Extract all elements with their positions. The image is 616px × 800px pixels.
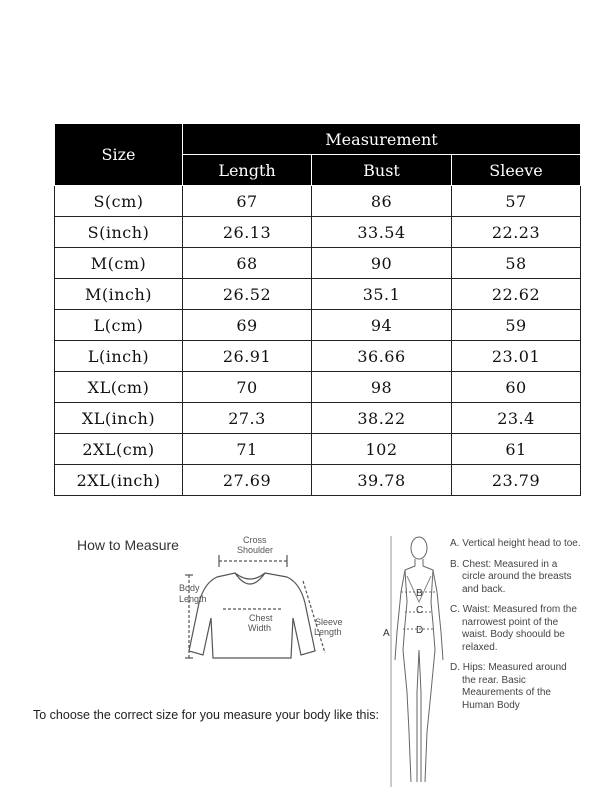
bust-cell: 94 <box>312 310 452 341</box>
note-c: C. Waist: Measured from the narrowest point of the waist. Body shoould be relaxed. <box>450 604 577 653</box>
marker-c: C <box>416 605 424 616</box>
cross-shoulder-label-2: Shoulder <box>237 545 274 555</box>
marker-b: B <box>416 588 423 599</box>
size-cell: 2XL(inch) <box>55 465 183 496</box>
sleeve-cell: 57 <box>452 186 581 217</box>
length-cell: 69 <box>183 310 312 341</box>
sleeve-cell: 23.01 <box>452 341 581 372</box>
sleeve-length-label-2: Length <box>314 627 342 637</box>
head-shape <box>411 537 427 559</box>
sleeve-cell: 23.79 <box>452 465 581 496</box>
length-cell: 27.69 <box>183 465 312 496</box>
marker-a: A <box>383 628 390 639</box>
size-cell: M(inch) <box>55 279 183 310</box>
length-cell: 67 <box>183 186 312 217</box>
bust-cell: 86 <box>312 186 452 217</box>
size-chart-table <box>54 123 581 496</box>
length-cell: 26.13 <box>183 217 312 248</box>
table-row <box>55 403 581 434</box>
table-row <box>55 434 581 465</box>
table-row <box>55 186 581 217</box>
column-header-sleeve: Sleeve <box>452 155 581 186</box>
body-figure-diagram <box>383 532 449 794</box>
size-cell: S(inch) <box>55 217 183 248</box>
length-cell: 26.91 <box>183 341 312 372</box>
size-cell: S(cm) <box>55 186 183 217</box>
bust-cell: 102 <box>312 434 452 465</box>
size-header: Size <box>55 124 183 186</box>
choose-size-instruction: To choose the correct size for you measure your body like this: <box>33 708 379 722</box>
bust-cell: 33.54 <box>312 217 452 248</box>
bust-cell: 35.1 <box>312 279 452 310</box>
sleeve-cell: 22.62 <box>452 279 581 310</box>
size-cell: XL(inch) <box>55 403 183 434</box>
length-cell: 27.3 <box>183 403 312 434</box>
size-cell: M(cm) <box>55 248 183 279</box>
table-row <box>55 465 581 496</box>
table-row <box>55 279 581 310</box>
marker-d: D <box>416 625 424 636</box>
length-cell: 68 <box>183 248 312 279</box>
table-row <box>55 341 581 372</box>
measurement-header: Measurement <box>183 124 581 155</box>
note-a: A. Vertical height head to toe. <box>450 538 581 549</box>
body-length-label-1: Body <box>179 583 200 593</box>
column-header-length: Length <box>183 155 312 186</box>
sleeve-cell: 60 <box>452 372 581 403</box>
sleeve-cell: 58 <box>452 248 581 279</box>
sleeve-cell: 22.23 <box>452 217 581 248</box>
length-cell: 71 <box>183 434 312 465</box>
cross-shoulder-label-1: Cross <box>243 535 267 545</box>
bust-cell: 98 <box>312 372 452 403</box>
size-cell: L(inch) <box>55 341 183 372</box>
table-row <box>55 248 581 279</box>
size-cell: XL(cm) <box>55 372 183 403</box>
inner-legs-outline <box>417 650 421 782</box>
sleeve-cell: 59 <box>452 310 581 341</box>
measurement-notes <box>450 538 582 720</box>
table-row <box>55 310 581 341</box>
bust-cell: 38.22 <box>312 403 452 434</box>
chest-width-label-1: Chest <box>249 613 273 623</box>
body-length-label-2: Length <box>179 594 207 604</box>
bust-cell: 36.66 <box>312 341 452 372</box>
bust-cell: 39.78 <box>312 465 452 496</box>
garment-measure-diagram <box>175 533 345 668</box>
bust-cell: 90 <box>312 248 452 279</box>
length-cell: 26.52 <box>183 279 312 310</box>
how-to-measure-title: How to Measure <box>77 537 179 553</box>
table-row <box>55 217 581 248</box>
column-header-bust: Bust <box>312 155 452 186</box>
length-cell: 70 <box>183 372 312 403</box>
sleeve-cell: 61 <box>452 434 581 465</box>
table-row <box>55 372 581 403</box>
size-cell: L(cm) <box>55 310 183 341</box>
note-b: B. Chest: Measured in a circle around the breasts and back. <box>450 558 572 595</box>
size-cell: 2XL(cm) <box>55 434 183 465</box>
note-d: D. Hips: Measured around the rear. Basic Meaurements of the Human Body <box>450 662 567 711</box>
sleeve-length-label-1: Sleeve <box>315 617 343 627</box>
sleeve-cell: 23.4 <box>452 403 581 434</box>
chest-width-label-2: Width <box>248 623 272 633</box>
